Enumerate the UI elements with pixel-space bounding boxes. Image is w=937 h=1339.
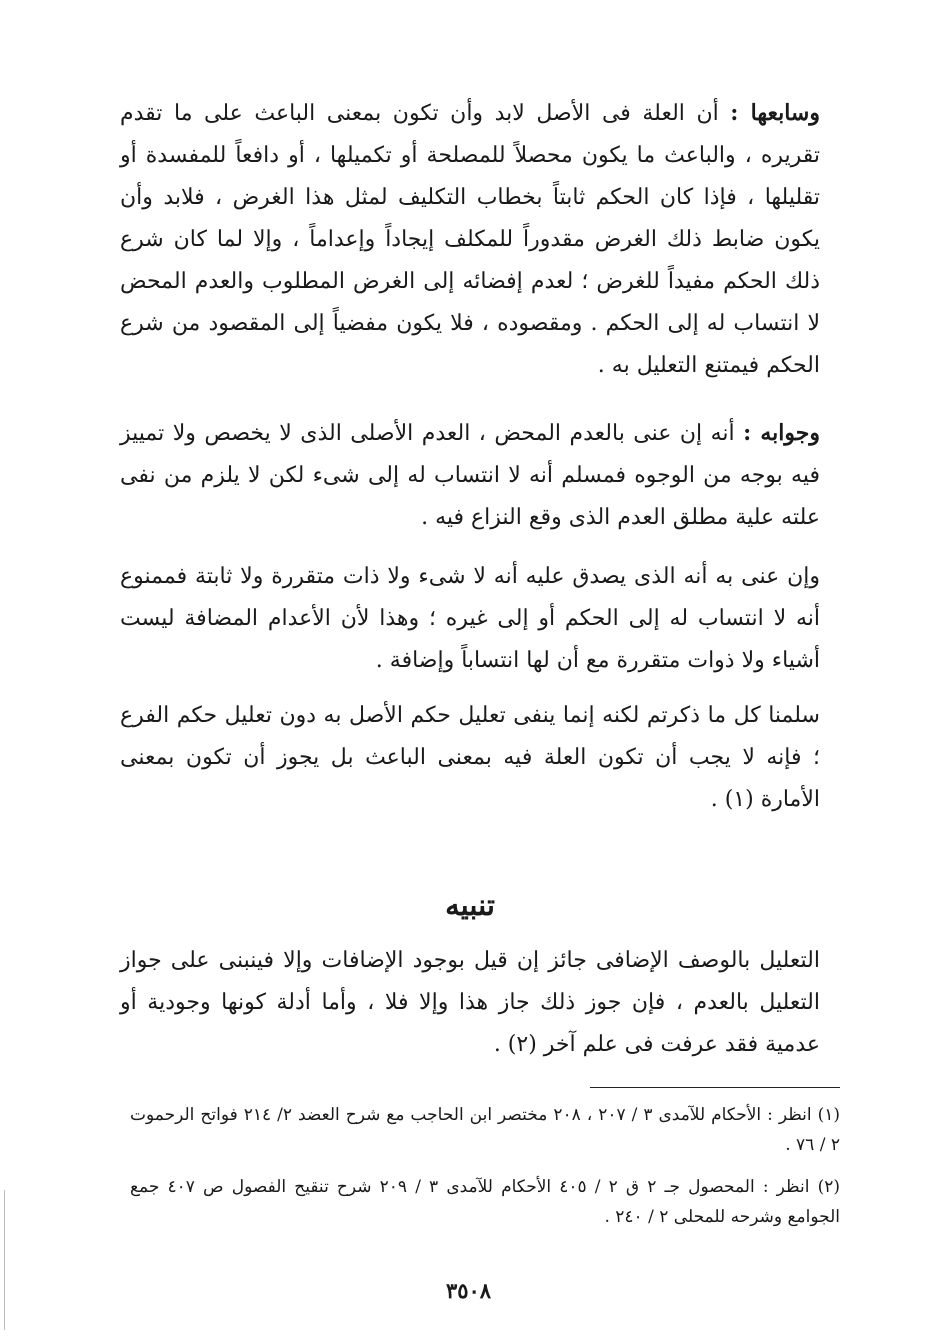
paragraph-seventh-objection <box>120 92 820 387</box>
paragraph-text: أنه إن عنى بالعدم المحض ، العدم الأصلى الذى لا يخصص ولا تمييز فيه بوجه من الوجوه فمسلم أنه لا انتساب له إلى شىء لكن لا يلزم من نفى علته علية مطلق العدم الذى وقع النزاع فيه . <box>120 421 820 530</box>
paragraph-answer <box>120 412 820 539</box>
footnotes <box>130 1100 840 1244</box>
footnote-2: (٢) انظر : المحصول جـ ٢ ق ٢ / ٤٠٥ الأحكام للآمدى ٣ / ٢٠٩ شرح تنقيح الفصول ص ٤٠٧ جمع الجوامع وشرحه للمحلى ٢ / ٢٤٠ . <box>130 1177 840 1227</box>
paragraph-text: سلمنا كل ما ذكرتم لكنه إنما ينفى تعليل حكم الأصل به دون تعليل حكم الفرع ؛ فإنه لا يجب أن تكون العلة فيه بمعنى الباعث بل يجوز أن تكون بمعنى الأمارة (١) . <box>120 703 820 812</box>
section-paragraph <box>120 940 820 1066</box>
paragraph-text: أن العلة فى الأصل لابد وأن تكون بمعنى الباعث على ما تقدم تقريره ، والباعث ما يكون محصلاً للمصلحة أو تكميلها ، أو دافعاً للمفسدة أو تقليلها ، فإذا كان الحكم ثابتاً بخطاب التكليف لمثل هذا الغرض ، فلابد وأن يكون ضابط ذلك الغرض مقدوراً للمكلف إيجاداً وإعداماً ، وإلا لما كان شرع ذلك الحكم مفيداً للغرض ؛ لعدم إفضائه إلى الغرض المطلوب والعدم المحض لا انتساب له إلى الحكم . ومقصوده ، فلا يكون مفضياً إلى المقصود من شرع الحكم فيمتنع التعليل به . <box>120 101 820 378</box>
page-number: ٣٥٠٨ <box>445 1278 492 1303</box>
footnote-divider <box>590 1087 840 1088</box>
paragraph-lead: وجوابه : <box>743 420 820 446</box>
paragraph-concession <box>120 695 820 821</box>
paragraph-second-meaning <box>120 556 820 682</box>
paragraph-text: التعليل بالوصف الإضافى جائز إن قيل بوجود الإضافات وإلا فينبنى على جواز التعليل بالعدم ، فإن جوز ذلك جاز هذا وإلا فلا ، وأما أدلة كونها وجودية أو عدمية فقد عرفت فى علم آخر (٢) . <box>120 948 820 1057</box>
paragraph-text: وإن عنى به أنه الذى يصدق عليه أنه لا شىء ولا ذات متقررة ولا ثابتة فممنوع أنه لا انتساب له إلى الحكم أو إلى غيره ؛ وهذا لأن الأعدام المضافة ليست أشياء ولا ذوات متقررة مع أن لها انتساباً وإضافة . <box>120 564 820 673</box>
scan-edge-line <box>4 1190 5 1330</box>
section-heading: تنبيه <box>445 888 495 922</box>
paragraph-lead: وسابعها : <box>730 100 820 126</box>
footnote-1: (١) انظر : الأحكام للآمدى ٣ / ٢٠٧ ، ٢٠٨ مختصر ابن الحاجب مع شرح العضد ٢/ ٢١٤ فواتح الرحموت ٢ / ٧٦ . <box>130 1105 840 1155</box>
